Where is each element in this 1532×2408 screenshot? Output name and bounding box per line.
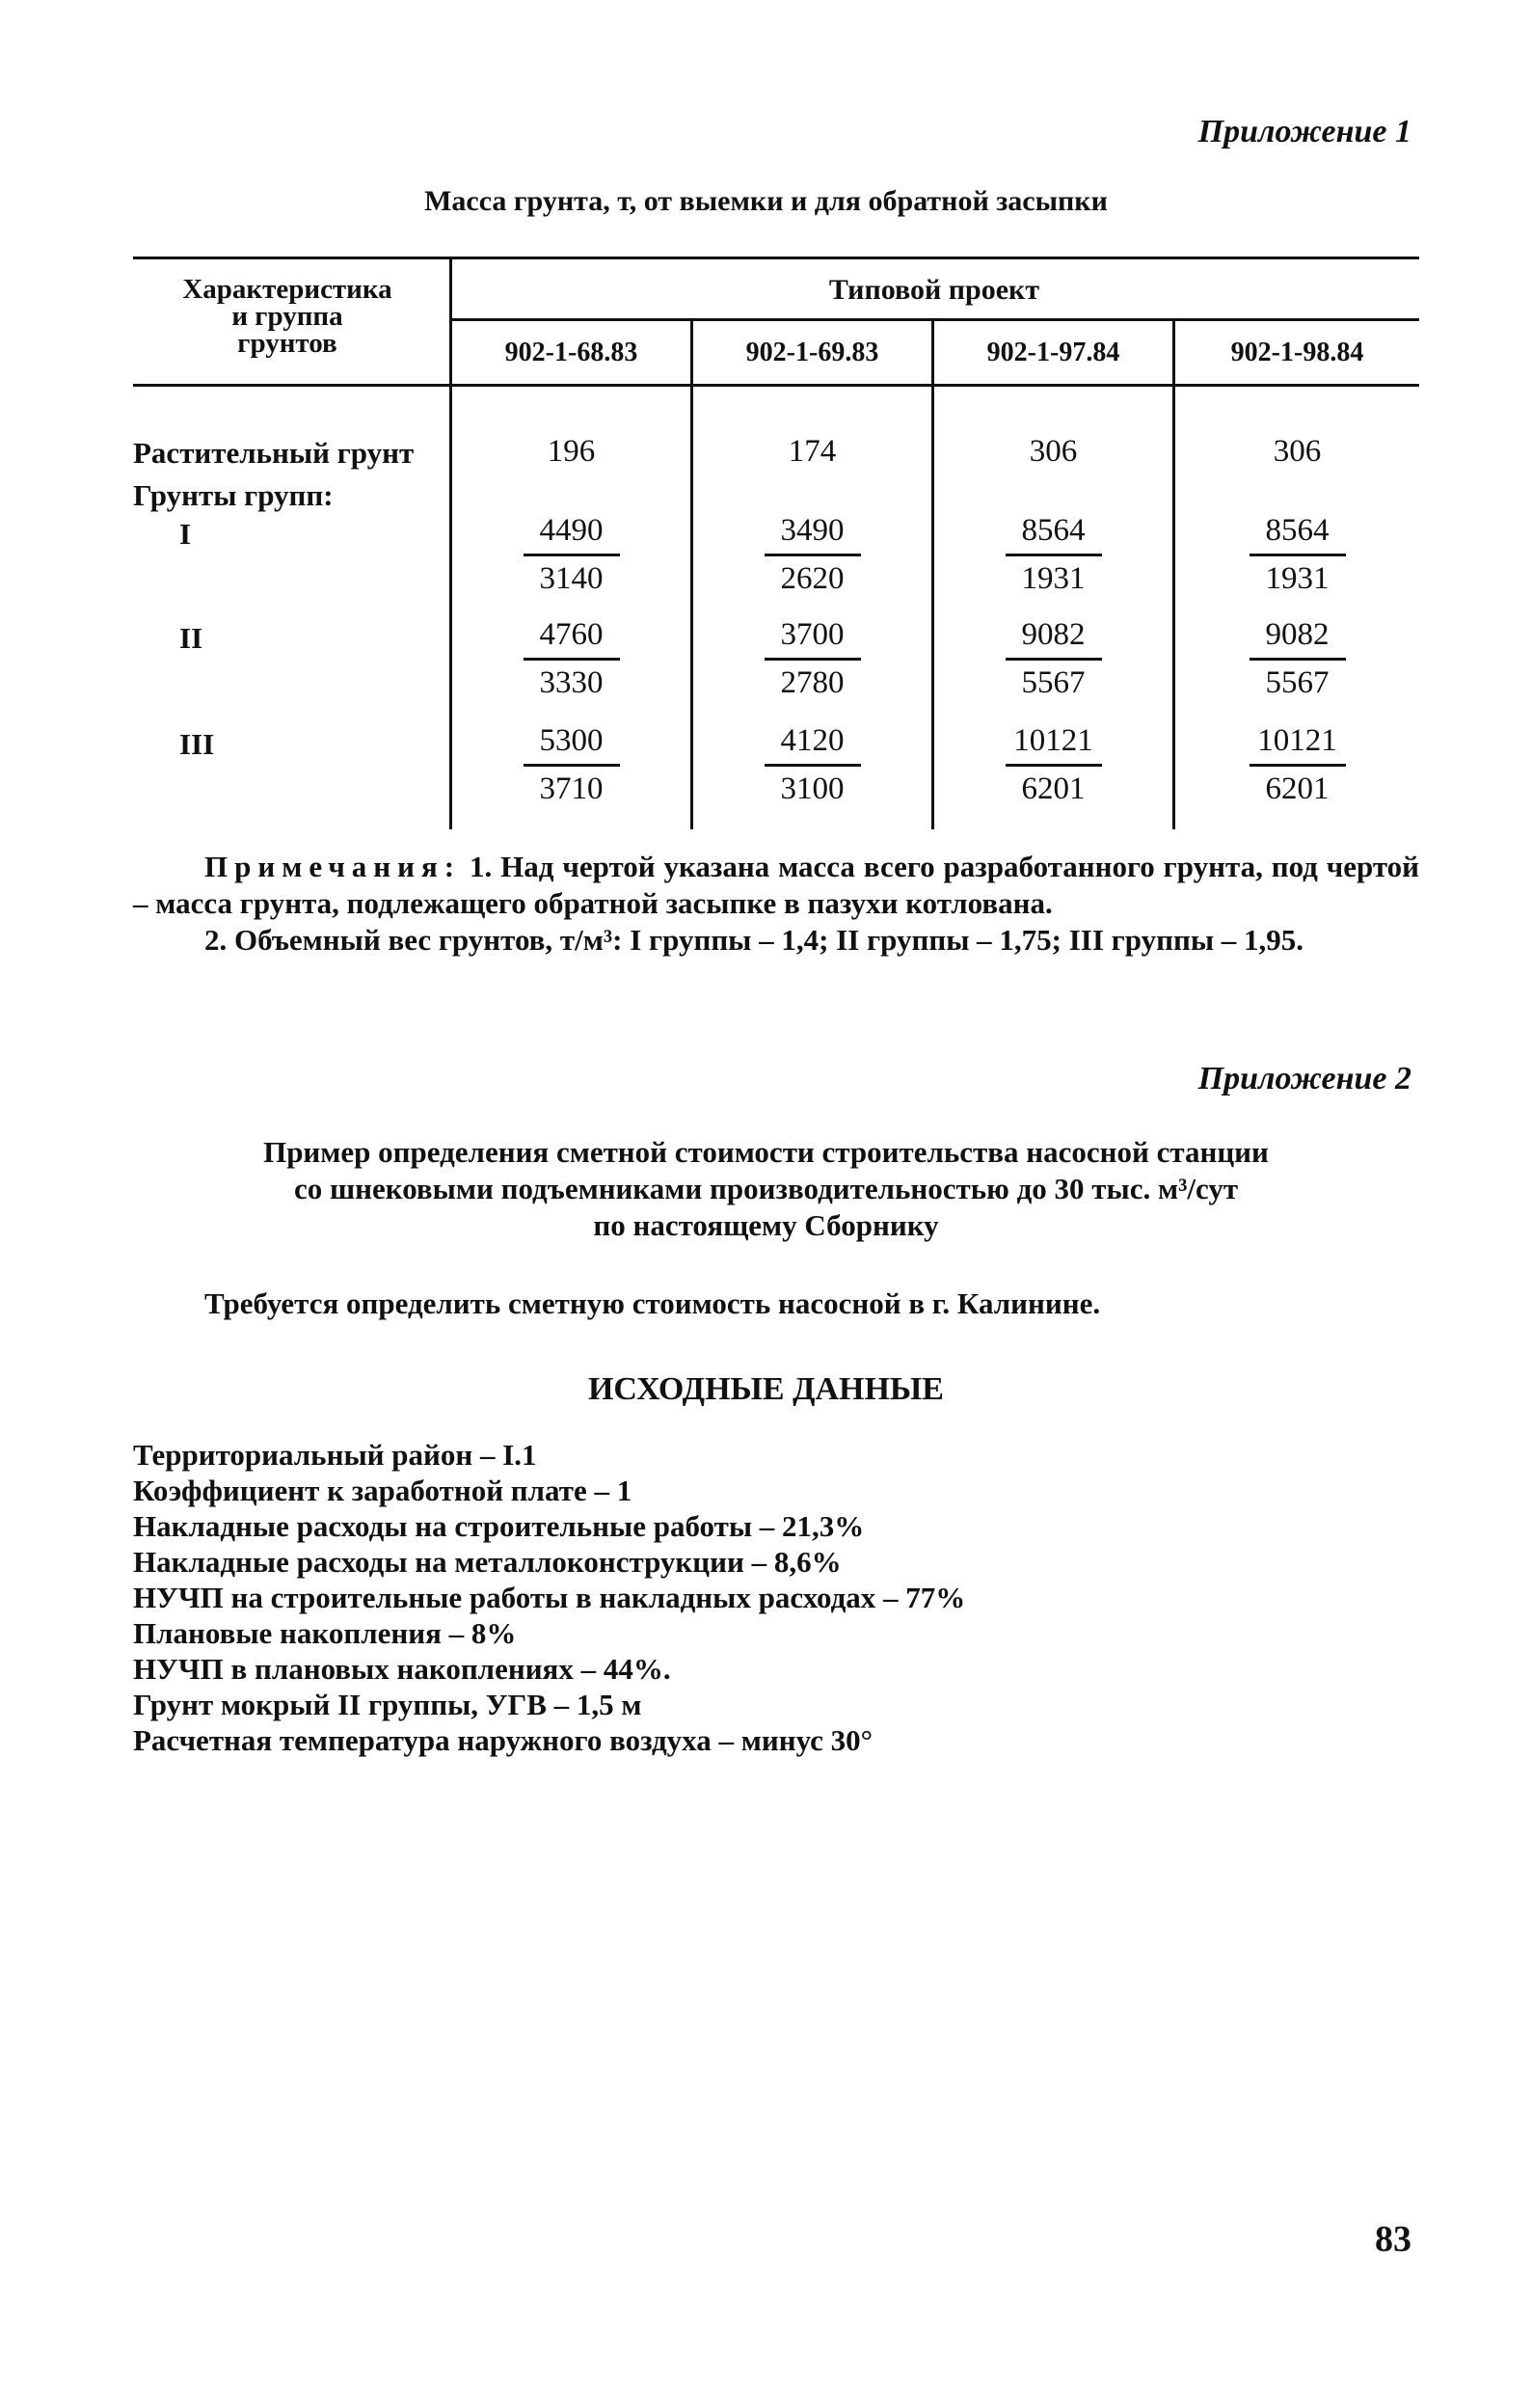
group-3-total-2: 4120 (780, 723, 845, 758)
col0-header-line-3: грунтов (237, 328, 337, 359)
appendix-1-label: Приложение 1 (1197, 114, 1411, 149)
project-header-1: 902-1-68.83 (504, 338, 638, 367)
fraction-bar (1006, 764, 1102, 767)
table-group-rule (449, 318, 1419, 321)
appendix-2-label: Приложение 2 (1197, 1061, 1411, 1096)
plant-soil-value-4: 306 (1273, 434, 1322, 469)
source-data-heading: ИСХОДНЫЕ ДАННЫЕ (587, 1371, 944, 1407)
fraction-bar (1250, 554, 1346, 556)
group-1-total-3: 8564 (1021, 513, 1086, 548)
group-3-total-1: 5300 (539, 723, 604, 758)
source-item-planned-savings: Плановые накопления – 8% (133, 1616, 517, 1650)
group-3-backfill-1: 3710 (539, 771, 604, 806)
col0-header-line-1: Характеристика (182, 274, 392, 305)
table-top-rule (133, 257, 1419, 259)
group-3-total-4: 10121 (1257, 723, 1337, 758)
notes-label: Примечания: (204, 850, 462, 883)
table-notes (133, 849, 1419, 959)
source-item-nuchp-overhead: НУЧП на строительные работы в накладных расходах – 77% (133, 1581, 966, 1614)
group-1-total-1: 4490 (539, 513, 604, 548)
group-3-backfill-4: 6201 (1265, 771, 1330, 806)
group-3-backfill-3: 6201 (1021, 771, 1086, 806)
group-3-total-3: 10121 (1013, 723, 1093, 758)
group-1-backfill-2: 2620 (780, 561, 845, 596)
table-header-bottom-rule (133, 384, 1419, 387)
task-statement: Требуется определить сметную стоимость насосной в г. Калинине. (204, 1286, 1101, 1320)
group-3-backfill-2: 3100 (780, 771, 845, 806)
project-header-2: 902-1-69.83 (745, 338, 879, 367)
fraction-bar (765, 554, 861, 556)
fraction-bar (524, 764, 620, 767)
row-plant-soil-label: Растительный грунт (133, 436, 415, 470)
source-item-temperature: Расчетная температура наружного воздуха – минус 30° (133, 1723, 874, 1757)
fraction-bar (1250, 764, 1346, 767)
fraction-bar (1006, 554, 1102, 556)
group-2-backfill-3: 5567 (1021, 665, 1086, 700)
group-3-label: III (179, 727, 215, 761)
example-title (0, 1134, 1532, 1244)
source-item-overhead-metal: Накладные расходы на металлоконструкции – 8,6% (133, 1545, 842, 1579)
example-title-line-3: по настоящему Сборнику (593, 1208, 939, 1242)
group-2-total-4: 9082 (1265, 617, 1330, 652)
source-data-list (133, 1437, 965, 1758)
fraction-bar (1250, 658, 1346, 661)
note-1-text: 1. Над чертой указана масса всего разработанного грунта, под чертой – масса грунта, подлежащего обратной засыпке в пазухи котлована. (133, 850, 1420, 920)
col0-header-line-2: и группа (231, 301, 343, 332)
table-title: Масса грунта, т, от выемки и для обратной засыпки (424, 185, 1108, 217)
example-title-line-1: Пример определения сметной стоимости строительства насосной станции (263, 1135, 1269, 1169)
group-1-backfill-1: 3140 (539, 561, 604, 596)
group-1-label: I (179, 517, 192, 551)
source-item-soil: Грунт мокрый II группы, УГВ – 1,5 м (133, 1688, 642, 1721)
group-1-backfill-3: 1931 (1021, 561, 1086, 596)
fraction-bar (524, 658, 620, 661)
source-item-wage-coef: Коэффициент к заработной плате – 1 (133, 1474, 632, 1507)
fraction-bar (524, 554, 620, 556)
note-1 (133, 849, 1419, 922)
plant-soil-value-3: 306 (1029, 434, 1078, 469)
soil-mass-table (133, 257, 1419, 835)
soil-groups-label: Грунты групп: (133, 478, 334, 512)
group-2-total-2: 3700 (780, 617, 845, 652)
project-header-4: 902-1-98.84 (1230, 338, 1364, 367)
example-title-line-2: со шнековыми подъемниками производительностью до 30 тыс. м³/сут (293, 1172, 1239, 1205)
note-2: 2. Объемный вес грунтов, т/м³: I группы – 1,4; II группы – 1,75; III группы – 1,95. (204, 923, 1304, 957)
group-header: Типовой проект (828, 274, 1040, 306)
group-2-backfill-4: 5567 (1265, 665, 1330, 700)
source-item-nuchp-savings: НУЧП в плановых накоплениях – 44%. (133, 1652, 671, 1686)
fraction-bar (1006, 658, 1102, 661)
source-item-territory: Территориальный район – I.1 (133, 1438, 537, 1472)
page-number: 83 (1375, 2219, 1411, 2259)
group-2-backfill-2: 2780 (780, 665, 845, 700)
group-1-total-2: 3490 (780, 513, 845, 548)
group-1-total-4: 8564 (1265, 513, 1330, 548)
source-item-overhead-construction: Накладные расходы на строительные работы – 21,3% (133, 1509, 865, 1543)
group-1-backfill-4: 1931 (1265, 561, 1330, 596)
fraction-bar (765, 658, 861, 661)
plant-soil-value-2: 174 (788, 434, 837, 469)
fraction-bar (765, 764, 861, 767)
group-2-total-1: 4760 (539, 617, 604, 652)
plant-soil-value-1: 196 (547, 434, 596, 469)
group-2-total-3: 9082 (1021, 617, 1086, 652)
project-header-3: 902-1-97.84 (986, 338, 1120, 367)
group-2-backfill-1: 3330 (539, 665, 604, 700)
group-2-label: II (179, 621, 203, 655)
